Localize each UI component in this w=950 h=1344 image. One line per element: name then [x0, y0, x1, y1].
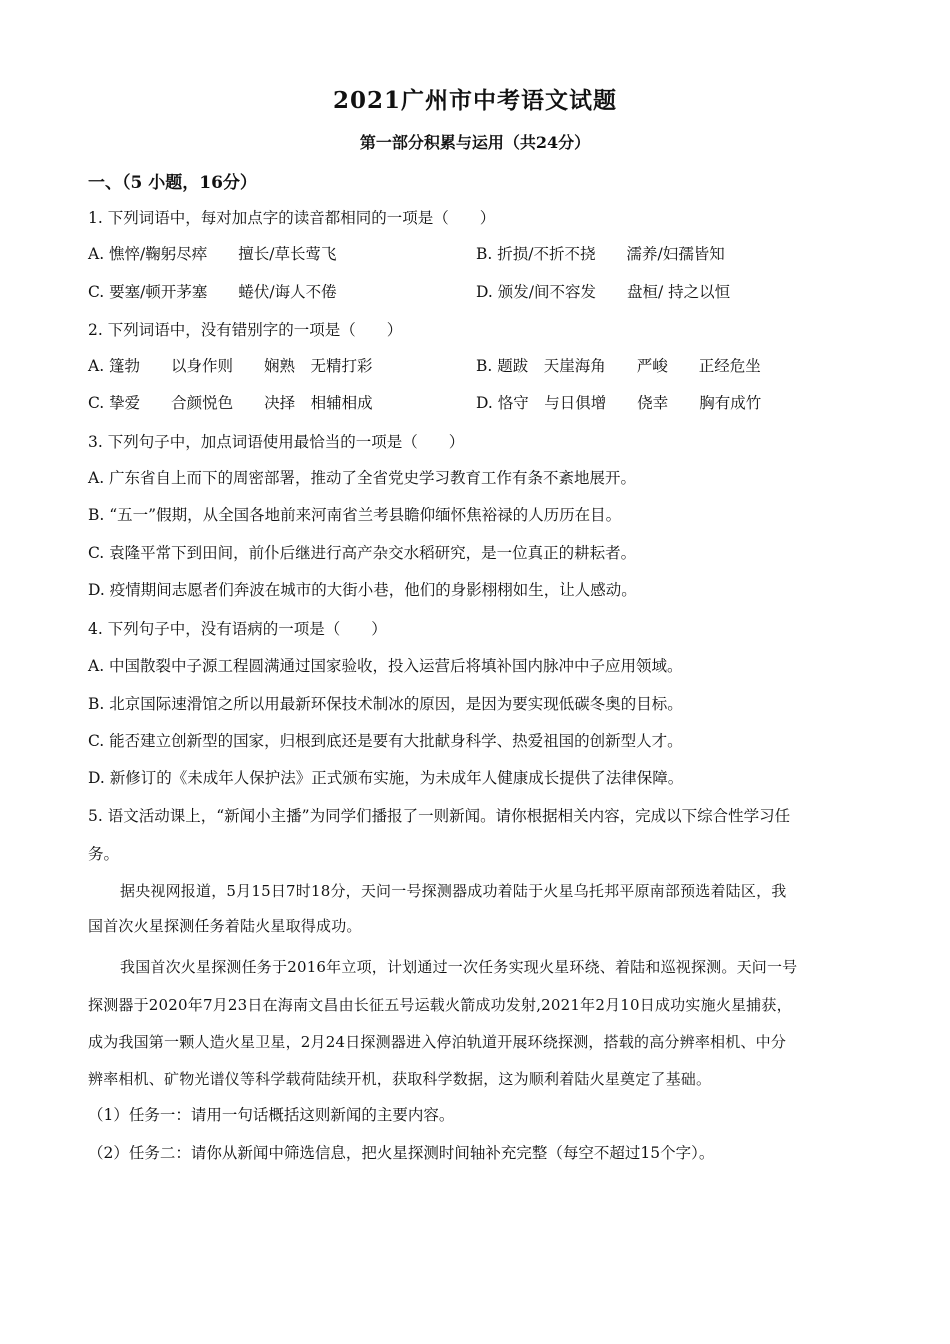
question-2-option-d: D. 恪守 与日俱增 侥幸 胸有成竹	[476, 394, 762, 412]
question-1-option-b: B. 折损/不折不挠 濡养/妇孺皆知	[476, 245, 725, 263]
question-4-option-a: A. 中国散裂中子源工程圆满通过国家验收，投入运营后将填补国内脉冲中子应用领域。	[88, 657, 683, 675]
question-3-option-d: D. 疫情期间志愿者们奔波在城市的大街小巷，他们的身影栩栩如生，让人感动。	[88, 581, 637, 599]
question-5-stem-line-2: 务。	[88, 845, 120, 863]
question-2-stem: 2. 下列词语中，没有错别字的一项是（ ）	[88, 321, 403, 339]
question-4-stem: 4. 下列句子中，没有语病的一项是（ ）	[88, 620, 387, 638]
question-2-option-c: C. 挚爱 合颜悦色 决择 相辅相成	[88, 394, 373, 412]
news-paragraph-1-line-1: 据央视网报道，5月15日7时18分，天问一号探测器成功着陆于火星乌托邦平原南部预选着陆区，我	[120, 882, 787, 900]
question-1-stem: 1. 下列词语中，每对加点字的读音都相同的一项是（ ）	[88, 209, 496, 227]
question-3-stem: 3. 下列句子中，加点词语使用最恰当的一项是（ ）	[88, 433, 465, 451]
task-2: （2）任务二：请你从新闻中筛选信息，把火星探测时间轴补充完整（每空不超过15个字）。	[88, 1144, 715, 1162]
question-4-option-c: C. 能否建立创新型的国家，归根到底还是要有大批献身科学、热爱祖国的创新型人才。	[88, 732, 683, 750]
question-1-option-a: A. 憔悴/鞠躬尽瘁 擅长/草长莺飞	[88, 245, 337, 263]
page-title: 2021广州市中考语文试题	[332, 87, 617, 114]
question-2-option-a: A. 篷勃 以身作则 娴熟 无精打彩	[88, 357, 373, 375]
question-4-option-b: B. 北京国际速滑馆之所以用最新环保技术制冰的原因，是因为要实现低碳冬奥的目标。	[88, 695, 683, 713]
question-1-option-d: D. 颁发/间不容发 盘桓/ 持之以恒	[476, 283, 731, 301]
news-paragraph-2-line-1: 我国首次火星探测任务于2016年立项，计划通过一次任务实现火星环绕、着陆和巡视探测。天问一号	[120, 958, 798, 976]
question-4-option-d: D. 新修订的《未成年人保护法》正式颁布实施，为未成年人健康成长提供了法律保障。	[88, 769, 684, 787]
question-3-option-c: C. 袁隆平常下到田间，前仆后继进行高产杂交水稻研究，是一位真正的耕耘者。	[88, 544, 637, 562]
question-3-option-b: B. “五一”假期，从全国各地前来河南省兰考县瞻仰缅怀焦裕禄的人历历在目。	[88, 506, 622, 524]
part-heading: 第一部分积累与运用（共24分）	[359, 133, 591, 152]
news-paragraph-2-line-4: 辨率相机、矿物光谱仪等科学载荷陆续开机，获取科学数据，这为顺利着陆火星奠定了基础。	[88, 1070, 712, 1088]
question-3-option-a: A. 广东省自上而下的周密部署，推动了全省党史学习教育工作有条不紊地展开。	[88, 469, 637, 487]
section-heading: 一、（5 小题，16分）	[88, 173, 257, 193]
question-1-option-c: C. 要塞/顿开茅塞 蜷伏/诲人不倦	[88, 283, 337, 301]
news-paragraph-2-line-2: 探测器于2020年7月23日在海南文昌由长征五号运载火箭成功发射,2021年2月10日成功实施火星捕获，	[88, 996, 792, 1014]
question-5-stem-line-1: 5. 语文活动课上，“新闻小主播”为同学们播报了一则新闻。请你根据相关内容，完成以下综合性学习任	[88, 807, 791, 825]
task-1: （1）任务一：请用一句话概括这则新闻的主要内容。	[88, 1106, 455, 1124]
news-paragraph-1-line-2: 国首次火星探测任务着陆火星取得成功。	[88, 917, 362, 935]
question-2-option-b: B. 题跋 天崖海角 严峻 正经危坐	[476, 357, 761, 375]
news-paragraph-2-line-3: 成为我国第一颗人造火星卫星，2月24日探测器进入停泊轨道开展环绕探测，搭载的高分辨率相机、中分	[88, 1033, 787, 1051]
